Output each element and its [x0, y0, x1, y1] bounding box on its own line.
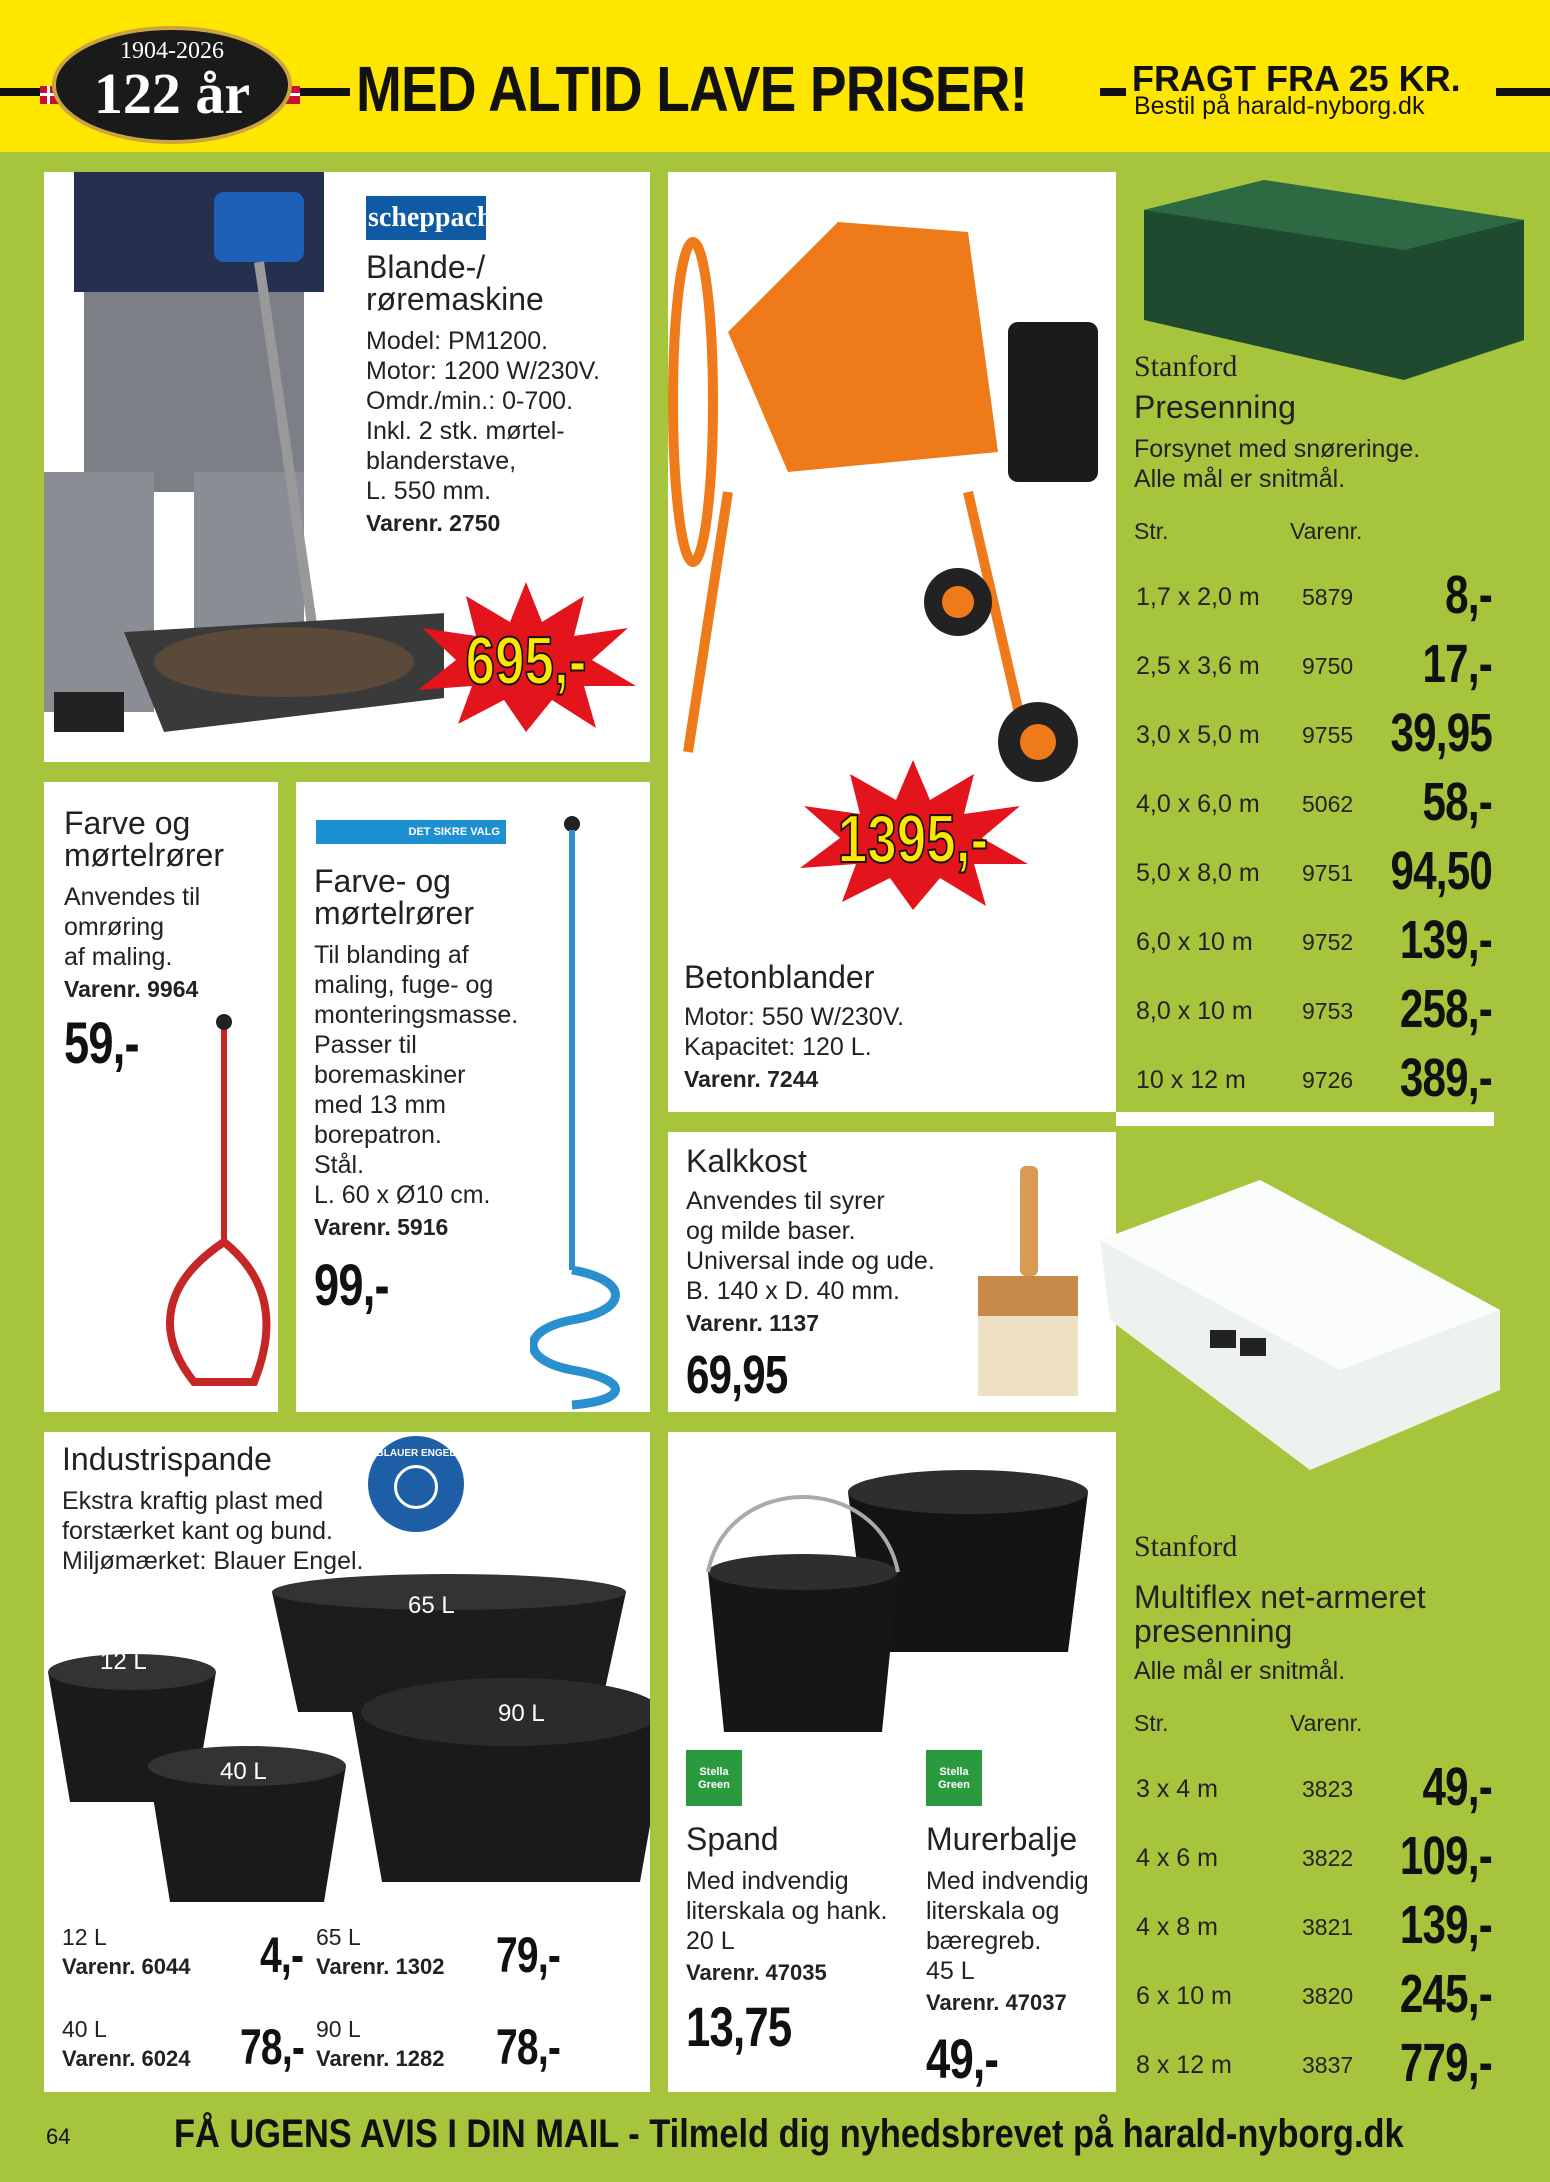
mixer-line: blanderstave,	[366, 447, 517, 475]
bucket-size: 12 L	[62, 1924, 107, 1950]
stirrer2-line: monteringsmasse.	[314, 1001, 519, 1029]
tarp-sku: 3822	[1302, 1845, 1354, 1871]
stirrer2-line: Passer til	[314, 1031, 417, 1059]
stella-green-logo: Stella Green	[926, 1750, 982, 1806]
concrete-sku: Varenr. 7244	[684, 1066, 819, 1092]
tarp-price: 109,-	[1399, 1826, 1492, 1886]
stirrer1-title-2: mørtelrører	[64, 837, 224, 873]
tarp-price: 258,-	[1399, 979, 1492, 1039]
tarp-price: 58,-	[1422, 772, 1492, 832]
buckets-title: Industrispande	[62, 1441, 272, 1477]
stella-green-logo: Stella Green	[686, 1750, 742, 1806]
mixer-price: 695,-	[465, 623, 587, 699]
tarp2-col-sku: Varenr.	[1290, 1710, 1363, 1736]
mixer-line: Omdr./min.: 0-700.	[366, 387, 574, 415]
badge-age: 122 år	[93, 61, 251, 126]
tarp-sku: 9755	[1302, 722, 1354, 748]
tarp-sku: 9753	[1302, 998, 1354, 1024]
bucket-size: 65 L	[316, 1924, 361, 1950]
bucket-label: 90 L	[498, 1700, 545, 1727]
stirrer2-line: med 13 mm	[314, 1091, 446, 1119]
tarp-green-image	[1124, 170, 1534, 380]
pail-price: 13,75	[686, 1995, 792, 2058]
tarp-sku: 3821	[1302, 1914, 1354, 1940]
concrete-price: 1395,-	[837, 801, 989, 877]
tub-sku: Varenr. 47037	[926, 1990, 1067, 2015]
tub-line: 45 L	[926, 1957, 975, 1985]
tarp-size: 2,5 x 3,6 m	[1136, 652, 1260, 680]
tarp-size: 10 x 12 m	[1136, 1066, 1246, 1094]
stirrer2-line: maling, fuge- og	[314, 971, 494, 999]
tarp-price: 8,-	[1445, 565, 1492, 625]
tarp-sku: 5879	[1302, 584, 1354, 610]
pail-title: Spand	[686, 1821, 779, 1857]
tub-line: Med indvendig	[926, 1867, 1089, 1895]
bucket-size: 40 L	[62, 2016, 107, 2042]
tarp-price: 17,-	[1422, 634, 1492, 694]
tarp-size: 6,0 x 10 m	[1136, 928, 1253, 956]
bucket-sku: Varenr. 1282	[316, 2046, 445, 2071]
stirrer2-line: boremaskiner	[314, 1061, 466, 1089]
mixer-sku: Varenr. 2750	[366, 510, 501, 536]
tarp-size: 4 x 6 m	[1136, 1844, 1218, 1872]
bucket-label: 12 L	[100, 1648, 147, 1675]
mixer-title-1: Blande-/	[366, 249, 486, 285]
pail-sku: Varenr. 47035	[686, 1960, 827, 1985]
stirrer2-title-2: mørtelrører	[314, 895, 474, 931]
header-rule	[1100, 88, 1126, 96]
tub-title: Murerbalje	[926, 1821, 1078, 1857]
tarp-price: 245,-	[1399, 1964, 1492, 2024]
page-number: 64	[46, 2124, 71, 2149]
brand-logo: DET SIKRE VALG	[316, 820, 506, 844]
freight-text[interactable]: FRAGT FRA 25 KR.	[1132, 58, 1461, 99]
bucket-size: 90 L	[316, 2016, 361, 2042]
tub-line: bæregreb.	[926, 1927, 1042, 1955]
brush-line: B. 140 x D. 40 mm.	[686, 1277, 900, 1305]
stirrer2-price: 99,-	[314, 1253, 389, 1318]
tarp1-col-sku: Varenr.	[1290, 518, 1363, 544]
brush-line: og milde baser.	[686, 1217, 856, 1245]
tub-line: literskala og	[926, 1897, 1060, 1925]
stirrer2-sku: Varenr. 5916	[314, 1214, 449, 1240]
mixer-line: Inkl. 2 stk. mørtel-	[366, 417, 565, 445]
tarp-sku: 9751	[1302, 860, 1354, 886]
slogan: MED ALTID LAVE PRISER!	[356, 53, 1028, 125]
tarp-size: 8,0 x 10 m	[1136, 997, 1253, 1025]
mixer-title-2: røremaskine	[366, 281, 544, 317]
bucket-sku: Varenr. 1302	[316, 1954, 445, 1979]
bucket-sku: Varenr. 6024	[62, 2046, 191, 2071]
mixer-line: Model: PM1200.	[366, 327, 549, 355]
brush-price: 69,95	[686, 1345, 788, 1405]
tarp-size: 1,7 x 2,0 m	[1136, 583, 1260, 611]
bucket-price: 78,-	[496, 2019, 561, 2075]
mixer-line: Motor: 1200 W/230V.	[366, 357, 600, 385]
stirrer2-line: borepatron.	[314, 1121, 442, 1149]
buckets-line: forstærket kant og bund.	[62, 1517, 333, 1545]
stirrer1-line: omrøring	[64, 913, 165, 941]
tarp-size: 3 x 4 m	[1136, 1775, 1218, 1803]
tub-price: 49,-	[926, 2027, 999, 2090]
panel-brush[interactable]	[668, 1132, 1116, 1412]
tarp-size: 5,0 x 8,0 m	[1136, 859, 1260, 887]
concrete-line: Motor: 550 W/230V.	[684, 1003, 905, 1031]
tarp-price: 94,50	[1390, 841, 1492, 901]
tarp2-title-1: Multiflex net-armeret	[1134, 1579, 1426, 1615]
badge-years: 1904-2026	[120, 38, 224, 64]
brush-line: Anvendes til syrer	[686, 1187, 885, 1215]
shop-link[interactable]: Bestil på harald-nyborg.dk	[1134, 92, 1425, 120]
tarp-sku: 3823	[1302, 1776, 1354, 1802]
tarp2-col-size: Str.	[1134, 1710, 1169, 1736]
bucket-price: 78,-	[240, 2019, 305, 2075]
stirrer2-line: L. 60 x Ø10 cm.	[314, 1181, 491, 1209]
divider	[1116, 1112, 1494, 1126]
tarp-price: 139,-	[1399, 1895, 1492, 1955]
header-banner	[0, 0, 1550, 152]
panel-mixer[interactable]	[44, 172, 650, 762]
tarp-size: 8 x 12 m	[1136, 2051, 1232, 2079]
brush-title: Kalkkost	[686, 1143, 807, 1179]
lime-brush-image	[968, 1166, 1098, 1406]
tarp-price: 389,-	[1399, 1048, 1492, 1108]
stirrer1-sku: Varenr. 9964	[64, 976, 199, 1002]
tarp1-title: Presenning	[1134, 389, 1296, 425]
tarp1-col-size: Str.	[1134, 518, 1169, 544]
stirrer1-line: af maling.	[64, 943, 173, 971]
mixer-line: L. 550 mm.	[366, 477, 492, 505]
tarp1-line: Forsynet med snøreringe.	[1134, 435, 1421, 463]
scheppach-logo: scheppach	[366, 196, 486, 240]
tarp-size: 4,0 x 6,0 m	[1136, 790, 1260, 818]
stirrer2-title-1: Farve- og	[314, 863, 451, 899]
tarp-sku: 9726	[1302, 1067, 1354, 1093]
stirrer2-line: Stål.	[314, 1151, 365, 1179]
tarp1-brand: Stanford	[1134, 350, 1238, 383]
tarp-price: 49,-	[1422, 1757, 1492, 1817]
stirrer1-title-1: Farve og	[64, 805, 191, 841]
concrete-mixer-image	[668, 172, 1116, 792]
buckets-line: Miljømærket: Blauer Engel.	[62, 1547, 364, 1575]
tarp-sku: 9750	[1302, 653, 1354, 679]
pail-line: literskala og hank.	[686, 1897, 888, 1925]
tarp-size: 4 x 8 m	[1136, 1913, 1218, 1941]
concrete-line: Kapacitet: 120 L.	[684, 1033, 872, 1061]
stirrer1-line: Anvendes til	[64, 883, 201, 911]
price-burst	[416, 582, 636, 732]
buckets-line: Ekstra kraftig plast med	[62, 1487, 324, 1515]
bucket-price: 79,-	[496, 1927, 561, 1983]
tarp-price: 39,95	[1390, 703, 1492, 763]
tarp-sku: 3820	[1302, 1983, 1354, 2009]
price-burst	[798, 760, 1028, 910]
bucket-label: 40 L	[220, 1758, 267, 1785]
tarp-price: 139,-	[1399, 910, 1492, 970]
panel-stirrer-1[interactable]	[44, 782, 278, 1412]
tarp-size: 3,0 x 5,0 m	[1136, 721, 1260, 749]
blauer-engel-logo	[368, 1436, 464, 1532]
blauer-engel-text: BLAUER ENGEL	[376, 1448, 456, 1459]
buckets-image	[44, 1562, 650, 1922]
brush-line: Universal inde og ude.	[686, 1247, 935, 1275]
bucket-label: 65 L	[408, 1592, 455, 1619]
bucket-sku: Varenr. 6044	[62, 1954, 191, 1979]
stirrer2-line: Til blanding af	[314, 941, 469, 969]
pail-line: 20 L	[686, 1927, 735, 1955]
newsletter-link[interactable]: FÅ UGENS AVIS I DIN MAIL - Tilmeld dig nyhedsbrevet på harald-nyborg.dk	[174, 2112, 1404, 2156]
tarp2-brand: Stanford	[1134, 1530, 1238, 1563]
brush-sku: Varenr. 1137	[686, 1310, 820, 1336]
tarp-price: 779,-	[1399, 2033, 1492, 2093]
stirrer1-price: 59,-	[64, 1011, 139, 1076]
anniversary-badge	[52, 26, 292, 144]
pail-line: Med indvendig	[686, 1867, 849, 1895]
red-stirrer-image	[134, 1012, 274, 1402]
tarp2-line: Alle mål er snitmål.	[1134, 1657, 1346, 1685]
tarp-sku: 3837	[1302, 2052, 1354, 2078]
panel-pail-tub[interactable]	[668, 1432, 1116, 2092]
blue-stirrer-image	[530, 810, 650, 1410]
panel-stirrer-2[interactable]	[296, 782, 650, 1412]
panel-concrete-inner	[668, 172, 1116, 1112]
panel-buckets[interactable]	[44, 1432, 650, 2092]
concrete-title: Betonblander	[684, 959, 875, 995]
tarp-white-image	[1090, 1170, 1510, 1480]
tarp2-title-2: presenning	[1134, 1613, 1293, 1649]
bucket-price: 4,-	[260, 1927, 304, 1983]
tarp-size: 6 x 10 m	[1136, 1982, 1232, 2010]
header-rule	[1496, 88, 1550, 96]
pail-tub-image	[668, 1432, 1116, 1752]
tarp1-line: Alle mål er snitmål.	[1134, 465, 1346, 493]
tarp-sku: 5062	[1302, 791, 1354, 817]
tarp-sku: 9752	[1302, 929, 1354, 955]
